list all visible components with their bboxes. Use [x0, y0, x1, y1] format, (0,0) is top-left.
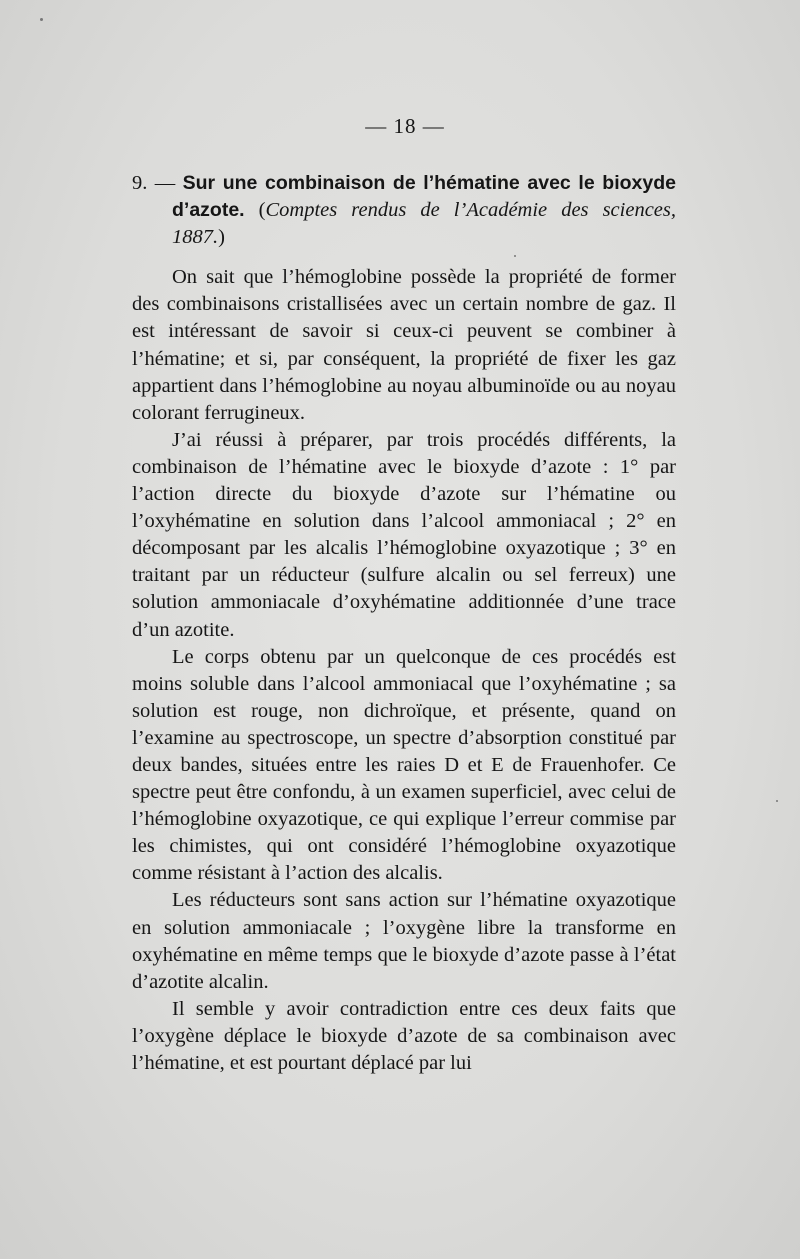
body-paragraph: Le corps obtenu par un quelconque de ces procédés est moins soluble dans l’alcool ammoniacal que l’oxyhématine ; sa solution est rouge, non dichroïque, et présente, quand on l’examine au spectroscope, un spectre d’absorption constitué par deux bandes, situées entre les raies D et E de Frauenhofer. Ce spectre peut être confondu, à un examen superficiel, avec celui de l’hémoglobine oxyazotique, ce qui explique l’erreur commise par les chimistes, qui ont considéré l’hémoglobine oxyazotique comme résistant à l’action des alcalis.	[132, 645, 676, 885]
entry-source: Comptes rendus de l’Académie des sciences, 1887.	[172, 199, 677, 249]
entry-number: 9. —	[132, 172, 176, 194]
source-open-paren: (	[258, 199, 266, 222]
body-paragraph: Les réducteurs sont sans action sur l’hématine oxyazotique en solution ammoniacale ; l’oxygène libre la transforme en oxyhématine en même temps que le bioxyde d’azote passe à l’état d’azotite alcalin.	[132, 889, 676, 993]
print-speck	[776, 800, 778, 802]
text-column	[132, 170, 676, 1077]
bibliography-entry	[132, 170, 676, 251]
body-paragraph: On sait que l’hémoglobine possède la propriété de former des combinaisons cristallisées avec un certain nombre de gaz. Il est intéressant de savoir si ceux-ci peuvent se combiner à l’hématine; et si, par conséquent, la propriété de fixer les gaz appartient dans l’hémoglobine au noyau albuminoïde ou au noyau colorant ferrugineux.	[132, 266, 676, 424]
body-paragraph: Il semble y avoir contradiction entre ces deux faits que l’oxygène déplace le bioxyde d’azote de sa combinaison avec l’hématine, et est pourtant déplacé par lui	[132, 997, 676, 1074]
entry-title: Sur une combinaison de l’hématine avec le bioxyde d’azote.	[172, 172, 676, 222]
source-close-paren: )	[218, 226, 225, 249]
print-speck	[40, 18, 43, 21]
page-number: — 18 —	[365, 114, 445, 138]
body-paragraph: J’ai réussi à préparer, par trois procédés différents, la combinaison de l’hématine avec le bioxyde d’azote : 1° par l’action directe du bioxyde d’azote sur l’hématine ou l’oxyhématine en solution dans l’alcool ammoniacal ; 2° en décomposant par les alcalis l’hémoglobine oxyazotique ; 3° en traitant par un réducteur (sulfure alcalin ou sel ferreux) une solution ammoniacale d’oxyhématine additionnée d’une trace d’un azotite.	[132, 428, 676, 641]
